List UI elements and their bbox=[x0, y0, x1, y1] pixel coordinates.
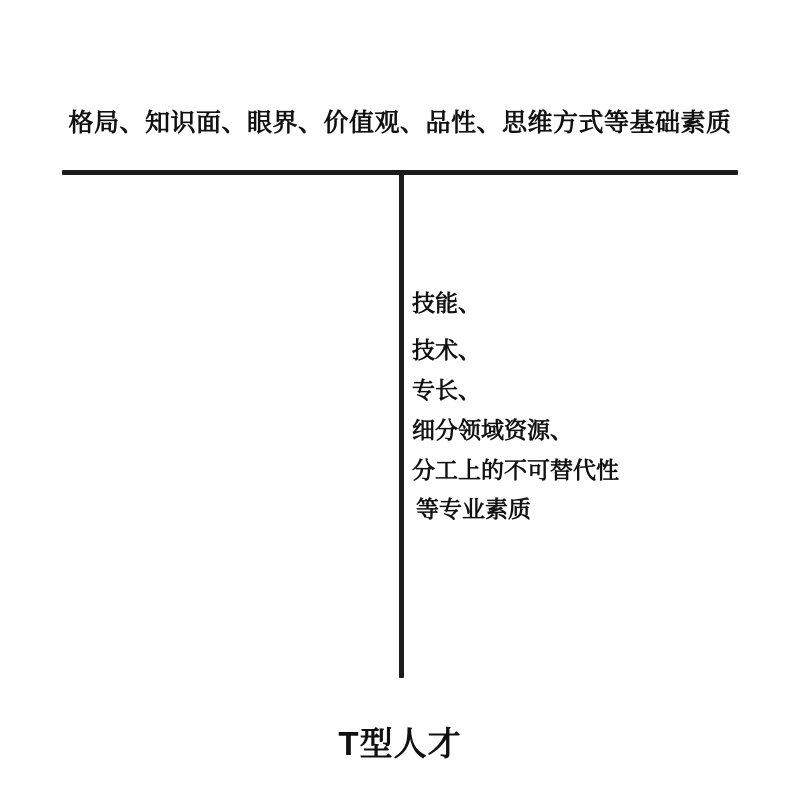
stem-list-item: 细分领域资源、 bbox=[412, 417, 573, 443]
stem-list-item: 专长、 bbox=[412, 377, 481, 403]
stem-list-item: 分工上的不可替代性 bbox=[412, 457, 619, 483]
stem-list-item: 技能、 bbox=[412, 290, 481, 316]
t-vertical-stem bbox=[399, 170, 404, 678]
stem-list-item: 技术、 bbox=[412, 337, 481, 363]
stem-label-list bbox=[412, 292, 742, 521]
top-horizontal-label: 格局、知识面、眼界、价值观、品性、思维方式等基础素质 bbox=[68, 109, 732, 137]
diagram-caption: T型人才 bbox=[338, 725, 462, 762]
stem-list-item: 等专业素质 bbox=[416, 496, 531, 522]
